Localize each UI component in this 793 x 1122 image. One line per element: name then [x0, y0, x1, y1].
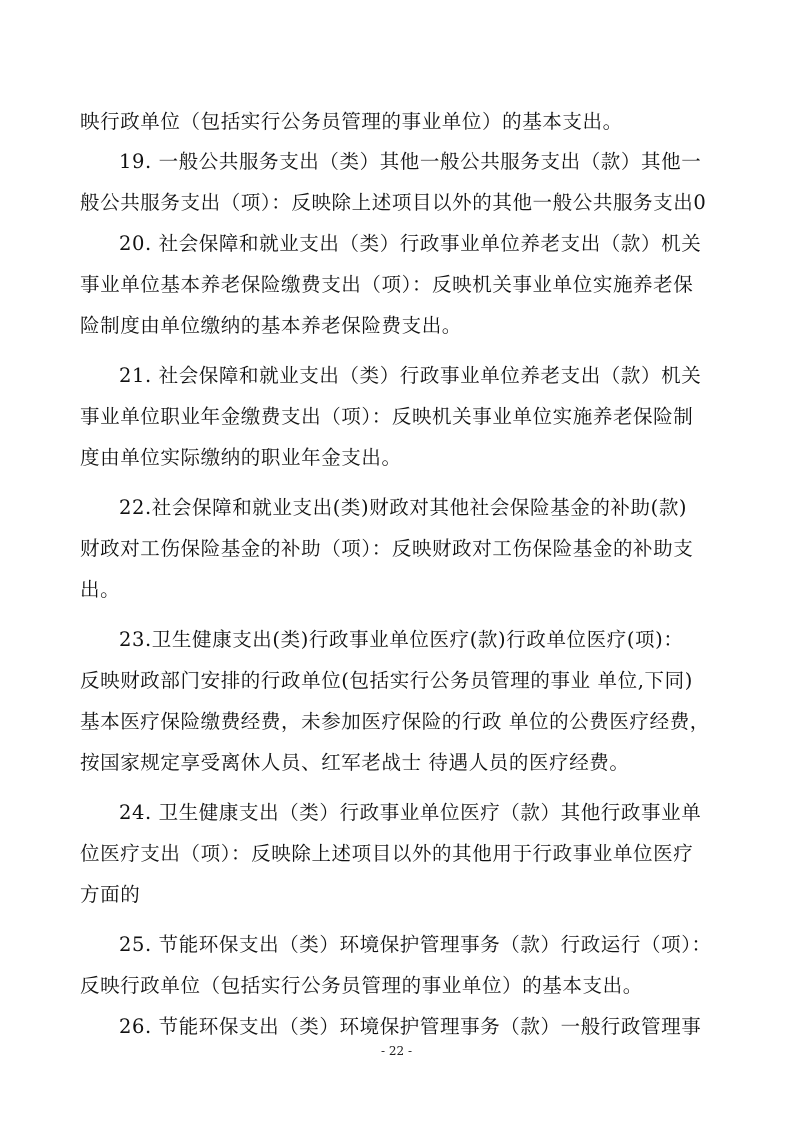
item-22-line-2: 财政对工伤保险基金的补助（项）：反映财政对工伤保险基金的补助支 — [80, 537, 694, 560]
item-24-line-3: 方面的 — [80, 883, 141, 906]
paragraph-continuation-line: 映行政单位（包括实行公务员管理的事业单位）的基本支出。 — [80, 110, 623, 133]
page-number: - 22 - — [380, 1044, 412, 1058]
item-24-line-2: 位医疗支出（项）：反映除上述项目以外的其他用于行政事业单位医疗 — [80, 842, 694, 865]
item-23-line-3: 基本医疗保险缴费经费，未参加医疗保险的行政 单位的公费医疗经费， — [80, 710, 710, 733]
item-19-line-1: 19. 一般公共服务支出（类）其他一般公共服务支出（款）其他一 — [119, 150, 702, 173]
item-23-line-2: 反映财政部门安排的行政单位(包括实行公务员管理的事业 单位,下同) — [80, 669, 693, 692]
item-21-line-2: 事业单位职业年金缴费支出（项）：反映机关事业单位实施养老保险制 — [80, 405, 694, 428]
item-21-line-1: 21. 社会保障和就业支出（类）行政事业单位养老支出（款）机关 — [119, 364, 702, 387]
item-22-line-3: 出。 — [80, 578, 121, 601]
item-21-line-3: 度由单位实际缴纳的职业年金支出。 — [80, 446, 402, 469]
item-20-line-1: 20. 社会保障和就业支出（类）行政事业单位养老支出（款）机关 — [119, 232, 702, 255]
item-25-line-1: 25. 节能环保支出（类）环境保护管理事务（款）行政运行（项）： — [119, 933, 712, 956]
item-23-line-1: 23.卫生健康支出(类)行政事业单位医疗(款)行政单位医疗(项)： — [119, 628, 684, 651]
item-24-line-1: 24. 卫生健康支出（类）行政事业单位医疗（款）其他行政事业单 — [119, 801, 702, 824]
item-26-line-1: 26. 节能环保支出（类）环境保护管理事务（款）一般行政管理事 — [119, 1015, 702, 1038]
item-19-line-2: 般公共服务支出（项）：反映除上述项目以外的其他一般公共服务支出0 — [80, 191, 707, 214]
item-22-line-1: 22.社会保障和就业支出(类)财政对其他社会保险基金的补助(款) — [119, 496, 688, 519]
item-20-line-3: 险制度由单位缴纳的基本养老保险费支出。 — [80, 314, 462, 337]
item-23-line-4: 按国家规定享受离休人员、红军老战士 待遇人员的医疗经费。 — [80, 751, 630, 774]
item-25-line-2: 反映行政单位（包括实行公务员管理的事业单位）的基本支出。 — [80, 974, 643, 997]
item-20-line-2: 事业单位基本养老保险缴费支出（项）：反映机关事业单位实施养老保 — [80, 273, 694, 296]
